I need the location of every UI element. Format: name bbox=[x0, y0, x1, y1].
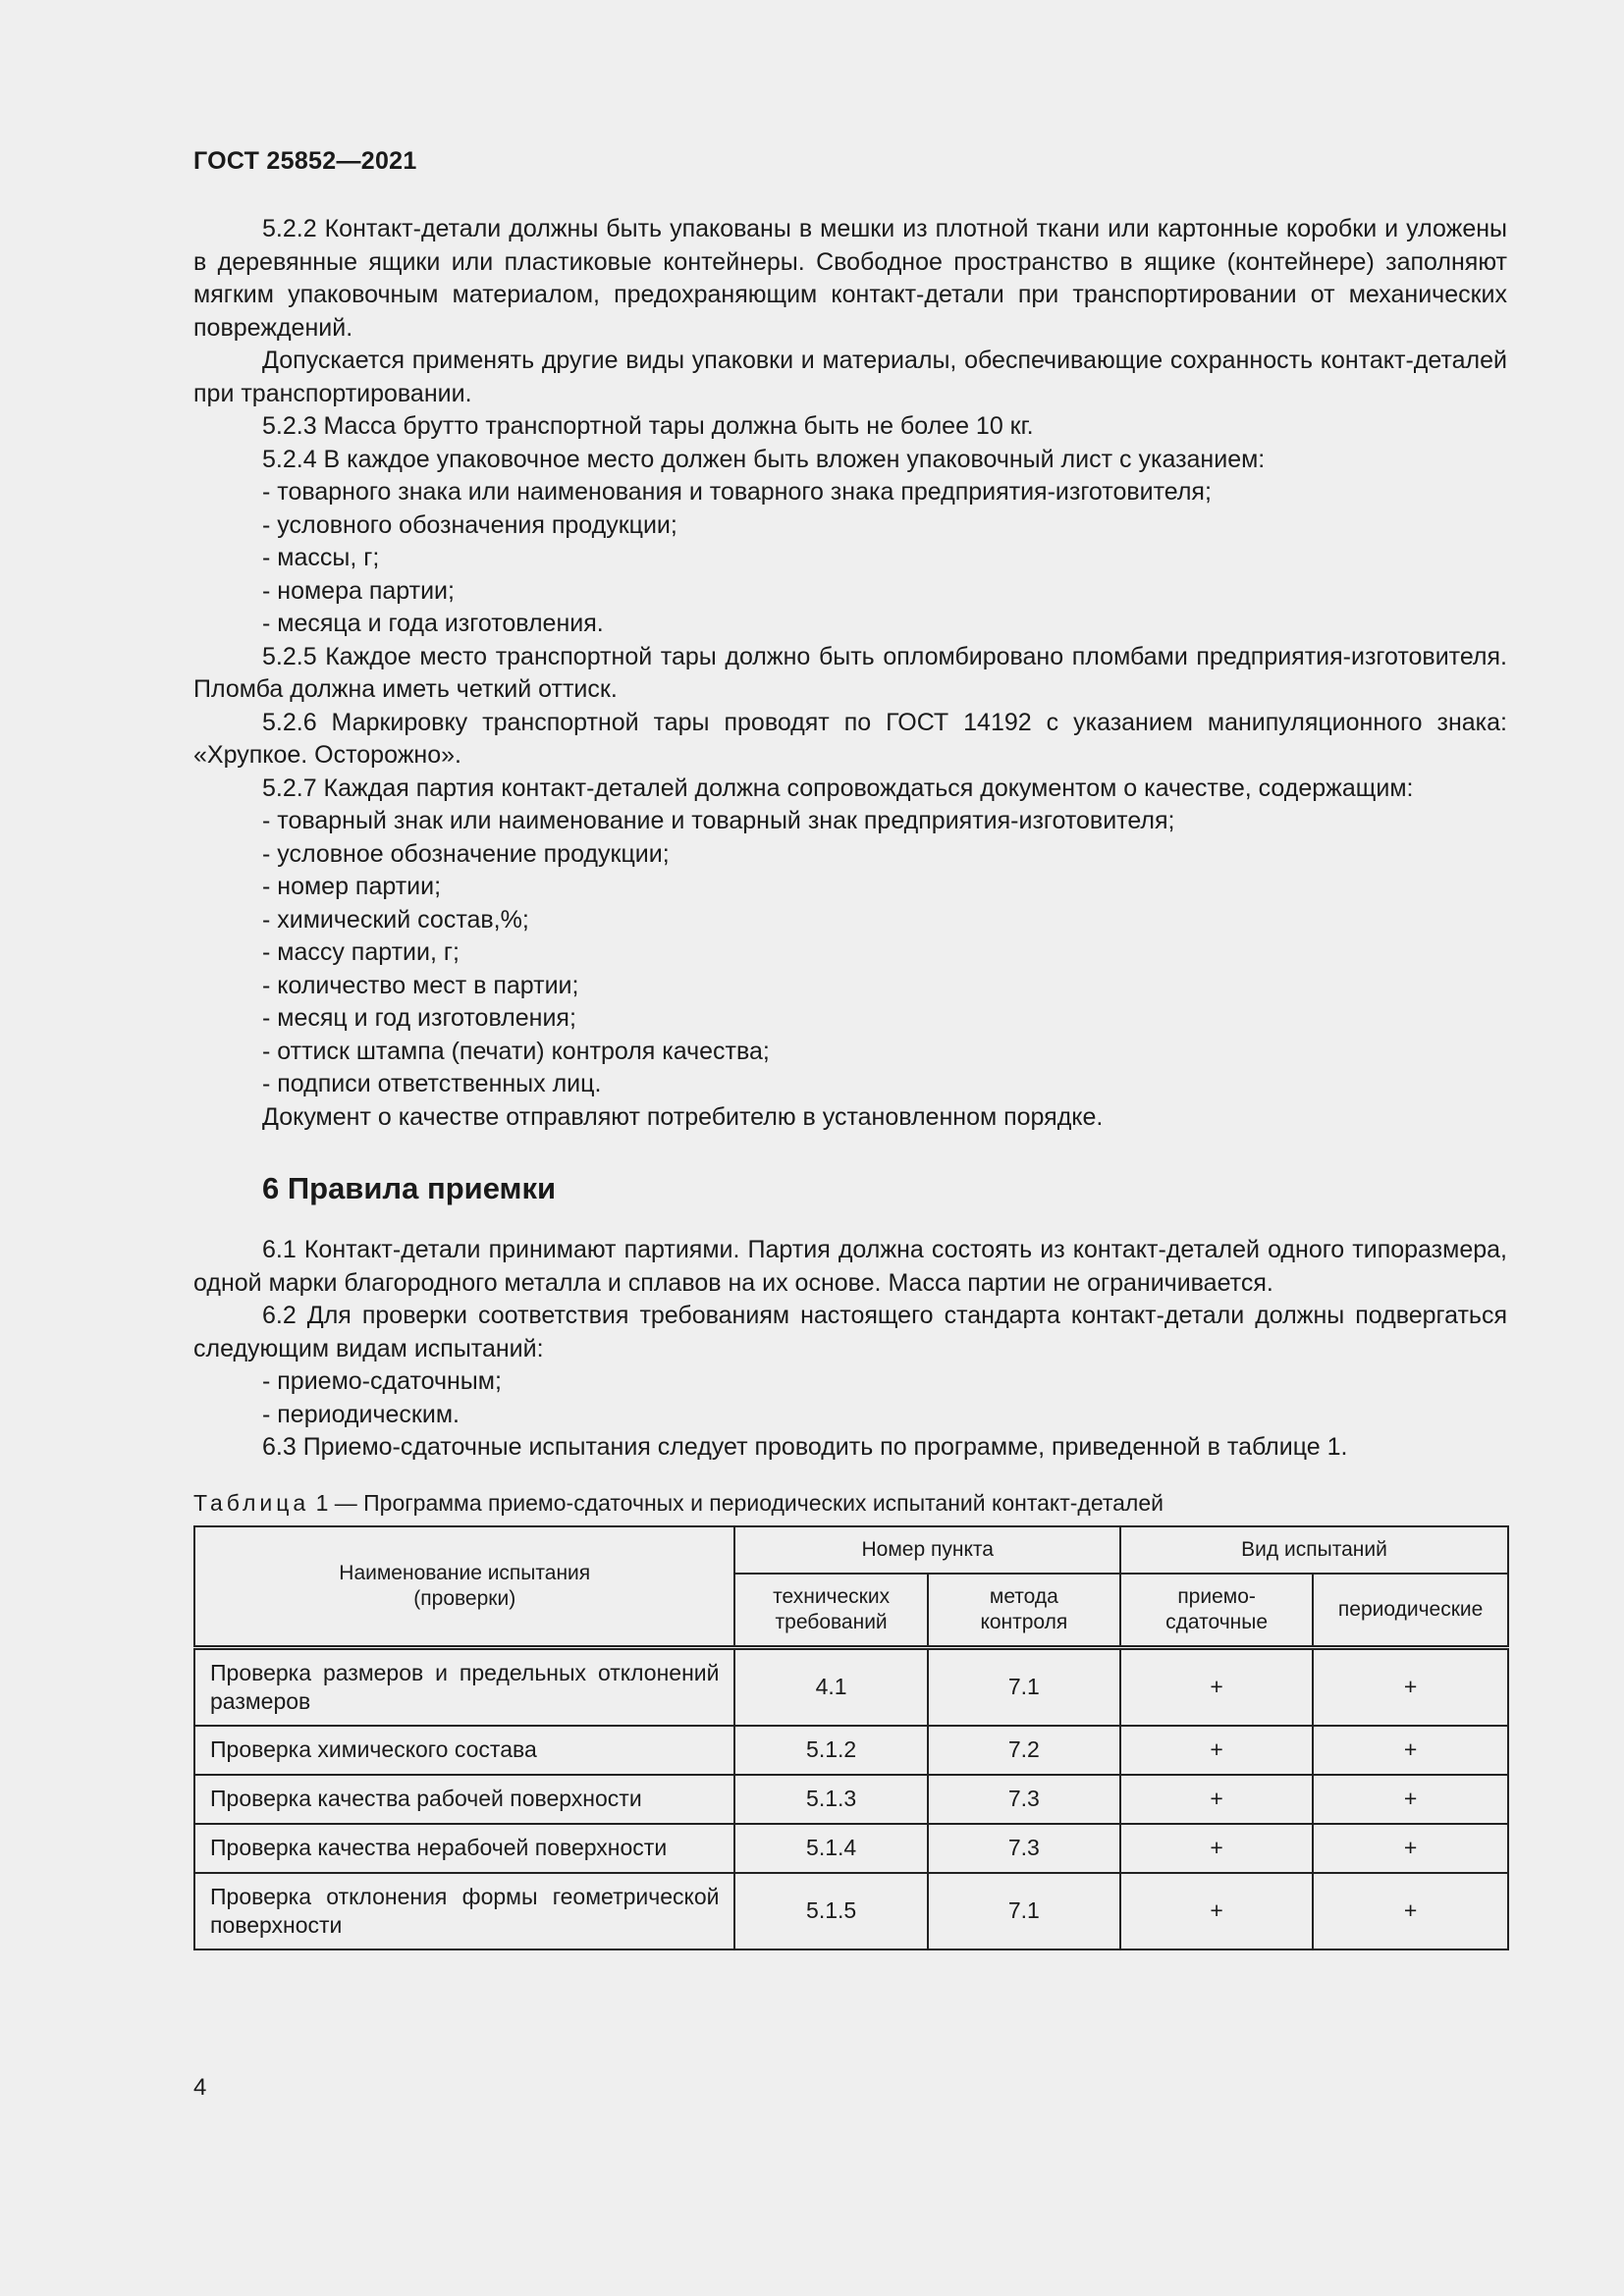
body-text-top bbox=[193, 213, 1507, 1134]
list-item: - номера партии; bbox=[262, 576, 455, 605]
test-program-table bbox=[193, 1525, 1509, 1950]
cell-periodic: + bbox=[1313, 1775, 1508, 1824]
body-text-section bbox=[193, 1234, 1507, 1465]
cell-method-clause: 7.3 bbox=[928, 1824, 1120, 1873]
list-item: - периодическим. bbox=[262, 1400, 460, 1428]
paragraph: 5.2.4 В каждое упаковочное место должен быть вложен упаковочный лист с указанием: bbox=[262, 445, 1266, 473]
table-row bbox=[194, 1647, 1508, 1726]
document-page bbox=[193, 147, 1507, 1950]
paragraph: 6.2 Для проверки соответствия требованиям настоящего стандарта контакт-детали должны подвергаться следующим видам испытаний: bbox=[193, 1302, 1507, 1362]
cell-method-clause: 7.1 bbox=[928, 1647, 1120, 1726]
cell-acceptance: + bbox=[1120, 1647, 1313, 1726]
list-item: - месяц и год изготовления; bbox=[262, 1004, 576, 1032]
cell-test-name: Проверка качества рабочей поверхности bbox=[194, 1775, 734, 1824]
cell-tech-clause: 5.1.5 bbox=[734, 1873, 927, 1949]
page-number: 4 bbox=[193, 2074, 207, 2101]
list-item: - химический состав,%; bbox=[262, 905, 529, 934]
cell-tech-clause: 5.1.3 bbox=[734, 1775, 927, 1824]
table-row bbox=[194, 1873, 1508, 1949]
header-test-name: Наименование испытания (проверки) bbox=[194, 1526, 734, 1648]
table-row bbox=[194, 1824, 1508, 1873]
header-acceptance: приемо- сдаточные bbox=[1120, 1574, 1313, 1648]
list-item: - товарный знак или наименование и товарный знак предприятия-изготовителя; bbox=[262, 807, 1175, 834]
document-id: ГОСТ 25852—2021 bbox=[193, 147, 417, 175]
list-item: - условного обозначения продукции; bbox=[262, 510, 677, 539]
list-item: - товарного знака или наименования и товарного знака предприятия-изготовителя; bbox=[262, 478, 1212, 506]
list-item: Документ о качестве отправляют потребителю в установленном порядке. bbox=[262, 1102, 1104, 1131]
table-caption-title: 1 — Программа приемо-сдаточных и периодических испытаний контакт-деталей bbox=[309, 1489, 1164, 1516]
list-item: - месяца и года изготовления. bbox=[262, 610, 604, 637]
section-heading: 6 Правила приемки bbox=[262, 1171, 557, 1205]
header-clause-number: Номер пункта bbox=[734, 1526, 1120, 1574]
table-caption-lead: Таблица bbox=[193, 1489, 310, 1516]
cell-acceptance: + bbox=[1120, 1824, 1313, 1873]
header-periodic: периодические bbox=[1313, 1574, 1508, 1648]
table-caption bbox=[193, 1490, 1507, 1517]
cell-test-name: Проверка отклонения формы геометрической поверхности bbox=[194, 1873, 734, 1949]
list-item: - номер партии; bbox=[262, 873, 442, 900]
paragraph: Допускается применять другие виды упаковки и материалы, обеспечивающие сохранность контакт-деталей при транспортировании. bbox=[193, 347, 1507, 407]
cell-tech-clause: 4.1 bbox=[734, 1647, 927, 1726]
cell-tech-clause: 5.1.2 bbox=[734, 1726, 927, 1775]
paragraph: 5.2.2 Контакт-детали должны быть упакованы в мешки из плотной ткани или картонные коробки и уложены в деревянные ящики или пластиковые контейнеры. Свободное пространство в ящике (контейнере) заполняют мягким упаковочным материалом, предохраняющим контакт-детали при транспортировании от механических повреждений. bbox=[193, 215, 1507, 342]
paragraph: 6.1 Контакт-детали принимают партиями. Партия должна состоять из контакт-деталей одного типоразмера, одной марки благородного металла и сплавов на их основе. Масса партии не ограничивается. bbox=[193, 1236, 1507, 1297]
cell-method-clause: 7.3 bbox=[928, 1775, 1120, 1824]
cell-periodic: + bbox=[1313, 1873, 1508, 1949]
list-item: - массы, г; bbox=[262, 544, 380, 571]
table-row bbox=[194, 1775, 1508, 1824]
paragraph: 5.2.6 Маркировку транспортной тары проводят по ГОСТ 14192 с указанием манипуляционного знака: «Хрупкое. Осторожно». bbox=[193, 708, 1507, 769]
cell-acceptance: + bbox=[1120, 1775, 1313, 1824]
list-item: - приемо-сдаточным; bbox=[262, 1367, 502, 1395]
list-item: - количество мест в партии; bbox=[262, 971, 579, 999]
cell-test-name: Проверка качества нерабочей поверхности bbox=[194, 1824, 734, 1873]
cell-test-name: Проверка химического состава bbox=[194, 1726, 734, 1775]
cell-method-clause: 7.2 bbox=[928, 1726, 1120, 1775]
header-test-type: Вид испытаний bbox=[1120, 1526, 1508, 1574]
paragraph: 5.2.3 Масса брутто транспортной тары должна быть не более 10 кг. bbox=[262, 412, 1034, 440]
cell-tech-clause: 5.1.4 bbox=[734, 1824, 927, 1873]
list-item: - подписи ответственных лиц. bbox=[262, 1070, 602, 1097]
paragraph: 5.2.7 Каждая партия контакт-деталей должна сопровождаться документом о качестве, содержащим: bbox=[262, 774, 1414, 802]
table-row bbox=[194, 1726, 1508, 1775]
list-item: - условное обозначение продукции; bbox=[262, 839, 670, 868]
cell-periodic: + bbox=[1313, 1824, 1508, 1873]
cell-periodic: + bbox=[1313, 1726, 1508, 1775]
cell-method-clause: 7.1 bbox=[928, 1873, 1120, 1949]
cell-test-name: Проверка размеров и предельных отклонений размеров bbox=[194, 1647, 734, 1726]
cell-acceptance: + bbox=[1120, 1873, 1313, 1949]
paragraph: 5.2.5 Каждое место транспортной тары должно быть опломбировано пломбами предприятия-изготовителя. Пломба должна иметь четкий оттиск. bbox=[193, 642, 1507, 703]
header-tech-requirements: технических требований bbox=[734, 1574, 927, 1648]
cell-periodic: + bbox=[1313, 1647, 1508, 1726]
paragraph: 6.3 Приемо-сдаточные испытания следует проводить по программе, приведенной в таблице 1. bbox=[262, 1433, 1348, 1461]
header-control-method: метода контроля bbox=[928, 1574, 1120, 1648]
cell-acceptance: + bbox=[1120, 1726, 1313, 1775]
list-item: - массу партии, г; bbox=[262, 938, 460, 966]
list-item: - оттиск штампа (печати) контроля качества; bbox=[262, 1037, 770, 1065]
